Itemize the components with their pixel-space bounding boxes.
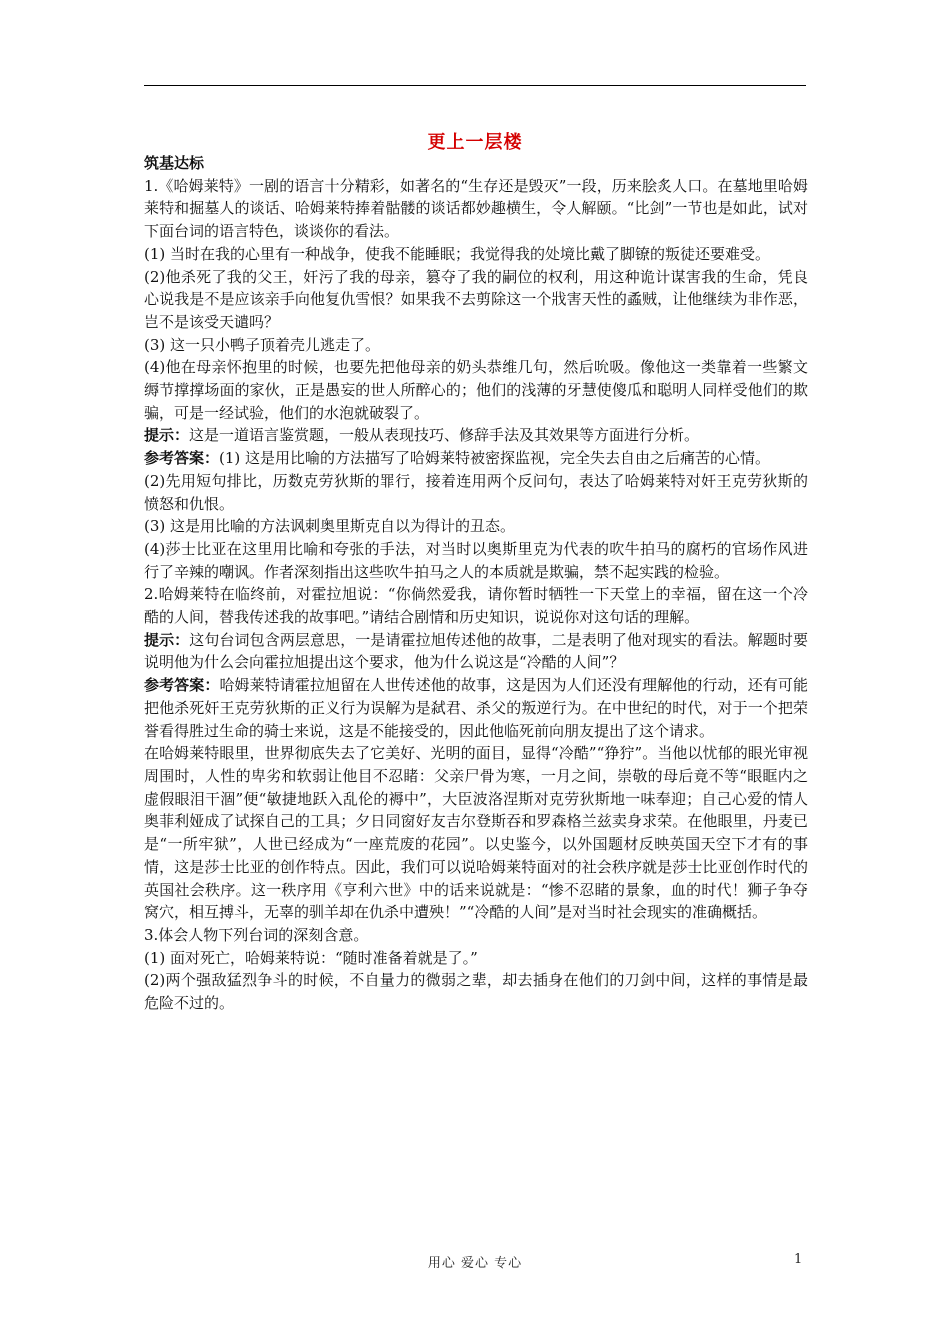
paragraph: (1) 当时在我的心里有一种战争，使我不能睡眠；我觉得我的处境比戴了脚镣的叛徒还要难受。	[144, 244, 771, 263]
document-body	[144, 152, 808, 1015]
paragraph: (2)两个强敌猛烈争斗的时候，不自量力的微弱之辈，却去插身在他们的刀剑中间，这样的事情是最危险不过的。	[144, 971, 808, 1013]
header-rule	[144, 85, 806, 86]
paragraph: (1) 面对死亡，哈姆莱特说：“随时准备着就是了。”	[144, 948, 478, 967]
hint-paragraph: 提示：这句台词包含两层意思，一是请霍拉旭传述他的故事，二是表明了他对现实的看法。解题时要说明他为什么会向霍拉旭提出这个要求，他为什么说这是“冷酷的人间”？	[144, 630, 808, 672]
page-title: 更上一层楼	[427, 132, 523, 153]
paragraph: 3.体会人物下列台词的深刻含意。	[144, 925, 369, 944]
section-heading: 筑基达标	[144, 154, 205, 172]
paragraph: (4)他在母亲怀抱里的时候，也要先把他母亲的奶头恭维几句，然后吮吸。像他这一类靠着一些繁文缛节撑撑场面的家伙，正是愚妄的世人所醉心的；他们的浅薄的牙慧使傻瓜和聪明人同样受他们的欺骗，可是一经试验，他们的水泡就破裂了。	[144, 358, 808, 422]
answer-label: 参考答案：	[144, 449, 220, 468]
paragraph: 1.《哈姆莱特》一剧的语言十分精彩，如著名的“生存还是毁灭”一段，历来脍炙人口。在墓地里哈姆莱特和掘墓人的谈话、哈姆莱特捧着骷髅的谈话都妙趣横生，令人解颐。“比剑”一节也是如此，试对下面台词的语言特色，谈谈你的看法。	[144, 176, 808, 241]
answer-label: 参考答案：	[144, 676, 220, 695]
answer-paragraph: 参考答案：(1) 这是用比喻的方法描写了哈姆莱特被密探监视，完全失去自由之后痛苦的心情。	[144, 449, 771, 468]
page-number: 1	[794, 1252, 803, 1267]
paragraph: (3) 这是用比喻的方法讽刺奥里斯克自以为得计的丑态。	[144, 517, 516, 536]
paragraph: 2.哈姆莱特在临终前，对霍拉旭说：“你倘然爱我，请你暂时牺牲一下天堂上的幸福，留在这一个冷酷的人间，替我传述我的故事吧。”请结合剧情和历史知识，说说你对这句话的理解。	[144, 585, 808, 627]
page-footer: 用心 爱心 专心	[427, 1256, 523, 1271]
paragraph: (2)先用短句排比，历数克劳狄斯的罪行，接着连用两个反问句，表达了哈姆莱特对奸王克劳狄斯的愤怒和仇恨。	[144, 471, 808, 513]
paragraph: 在哈姆莱特眼里，世界彻底失去了它美好、光明的面目，显得“冷酷”“狰狞”。当他以忧郁的眼光审视周围时，人性的卑劣和软弱让他目不忍睹：父亲尸骨为寒，一月之间，崇敬的母后竟不等“眼眶内之虚假眼泪干涸”便“敏捷地跃入乱伦的褥中”，大臣波洛涅斯对克劳狄斯地一味奉迎；自己心爱的情人奥菲利娅成了试探自己的工具；夕日同窗好友吉尔登斯吞和罗森格兰兹卖身求荣。在他眼里，丹麦已是“一所牢狱”，人世已经成为“一座荒废的花园”。以史鉴今，以外国题材反映英国天空下才有的事情，这是莎士比亚的创作特点。因此，我们可以说哈姆莱特面对的社会秩序就是莎士比亚创作时代的英国社会秩序。这一秩序用《亨利六世》中的话来说就是：“惨不忍睹的景象，血的时代！狮子争夺窝穴，相互搏斗，无辜的驯羊却在仇杀中遭殃！”“冷酷的人间”是对当时社会现实的准确概括。	[144, 744, 808, 922]
hint-paragraph: 提示：这是一道语言鉴赏题，一般从表现技巧、修辞手法及其效果等方面进行分析。	[144, 426, 700, 445]
paragraph: (4)莎士比亚在这里用比喻和夸张的手法，对当时以奥斯里克为代表的吹牛拍马的腐朽的官场作风进行了辛辣的嘲讽。作者深刻指出这些吹牛拍马之人的本质就是欺骗，禁不起实践的检验。	[144, 539, 808, 581]
paragraph: (3) 这一只小鸭子顶着壳儿逃走了。	[144, 335, 381, 354]
paragraph: (2)他杀死了我的父王，奸污了我的母亲，篡夺了我的嗣位的权利，用这种诡计谋害我的生命，凭良心说我是不是应该亲手向他复仇雪恨？如果我不去剪除这一个戕害天性的蟊贼，让他继续为非作恶，岂不是该受天谴吗？	[144, 267, 808, 331]
answer-paragraph: 参考答案：哈姆莱特请霍拉旭留在人世传述他的故事，这是因为人们还没有理解他的行动，还有可能把他杀死奸王克劳狄斯的正义行为误解为是弑君、杀父的叛逆行为。在中世纪的时代，对于一个把荣誉看得胜过生命的骑士来说，这是不能接受的，因此他临死前向朋友提出了这个请求。	[144, 676, 808, 740]
hint-label: 提示：	[144, 630, 190, 649]
hint-label: 提示：	[144, 426, 190, 445]
